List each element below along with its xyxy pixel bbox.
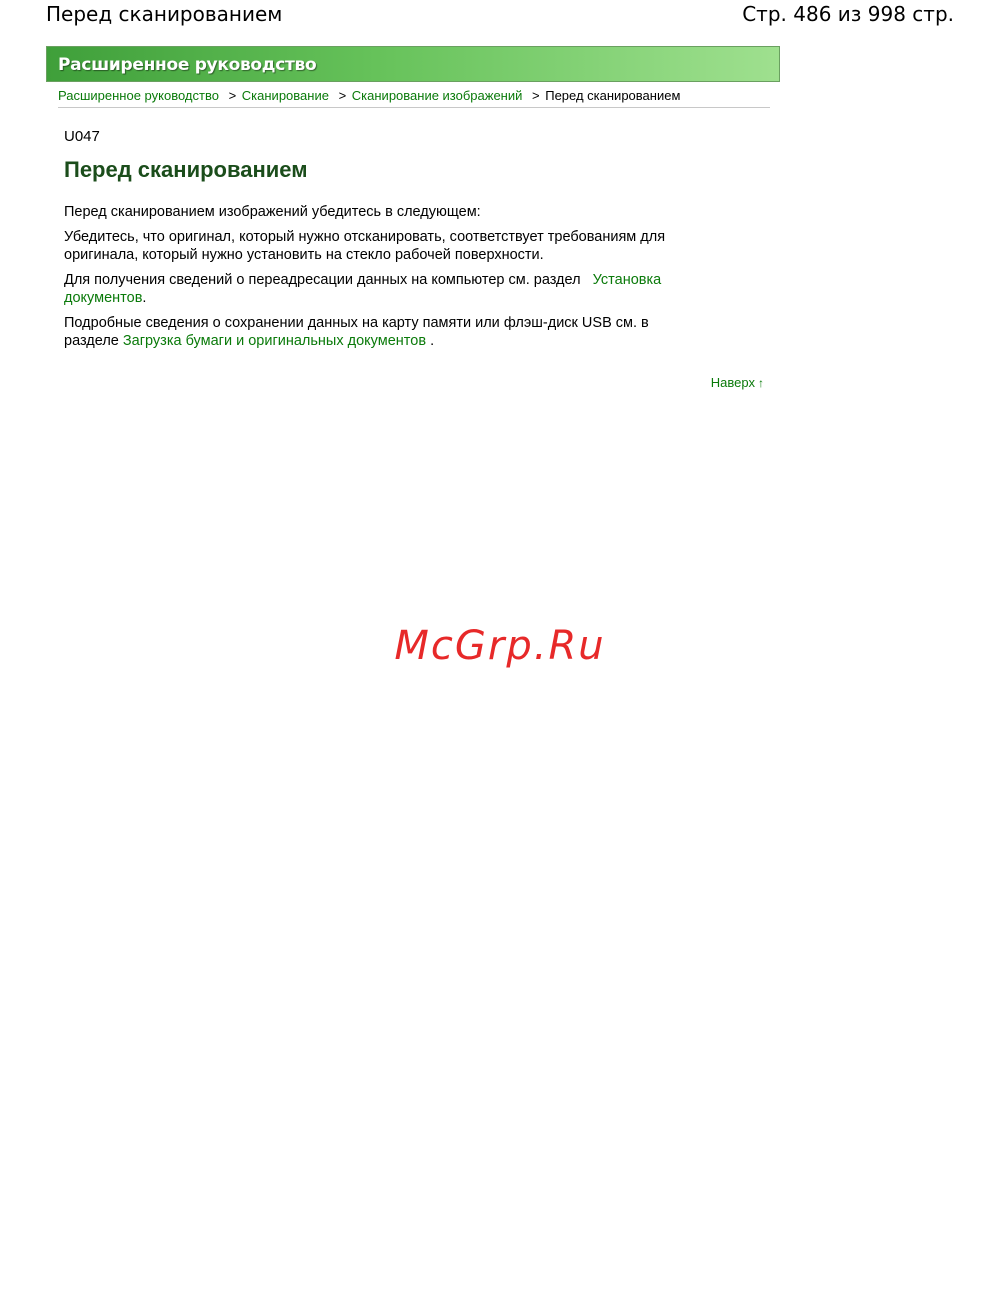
breadcrumb [58, 88, 770, 108]
banner-title: Расширенное руководство [58, 55, 317, 75]
paragraph-memory-card-end: . [430, 333, 435, 349]
paragraph-intro: Перед сканированием изображений убедитесь в следующем: [64, 204, 481, 220]
page-title: Перед сканированием [64, 157, 308, 182]
content-body [64, 203, 704, 357]
page-counter: Стр. 486 из 998 стр. [742, 2, 954, 26]
breadcrumb-separator: > [228, 88, 237, 103]
paragraph-original-requirements: Убедитесь, что оригинал, который нужно отсканировать, соответствует требованиям для оригинала, который нужно установить на стекло рабочей поверхности. [64, 229, 666, 263]
breadcrumb-separator: > [338, 88, 347, 103]
section-banner [46, 46, 780, 82]
paragraph-forwarding-end: . [142, 290, 147, 306]
paragraph-forwarding-text: Для получения сведений о переадресации данных на компьютер см. раздел [64, 272, 581, 288]
breadcrumb-link-advanced-guide[interactable]: Расширенное руководство [58, 88, 219, 103]
page-header-title: Перед сканированием [46, 2, 283, 26]
page-code: U047 [64, 128, 100, 145]
back-to-top-label: Наверх [710, 375, 755, 390]
link-placing-documents[interactable]: Установка документов [64, 272, 662, 306]
paragraph-forwarding [64, 271, 704, 307]
breadcrumb-separator: > [532, 88, 540, 103]
paragraph-memory-card-text: Подробные сведения о сохранении данных на карту памяти или флэш-диск USB см. в разделе [64, 315, 649, 349]
paragraph-memory-card [64, 314, 704, 350]
breadcrumb-link-scanning[interactable]: Сканирование [241, 88, 329, 103]
arrow-up-icon: ↑ [758, 376, 764, 390]
breadcrumb-link-scanning-images[interactable]: Сканирование изображений [351, 88, 523, 103]
watermark: McGrp.Ru [394, 623, 606, 669]
link-loading-paper[interactable]: Загрузка бумаги и оригинальных документов [122, 333, 427, 349]
breadcrumb-current: Перед сканированием [545, 88, 681, 103]
back-to-top-link[interactable] [711, 375, 764, 390]
